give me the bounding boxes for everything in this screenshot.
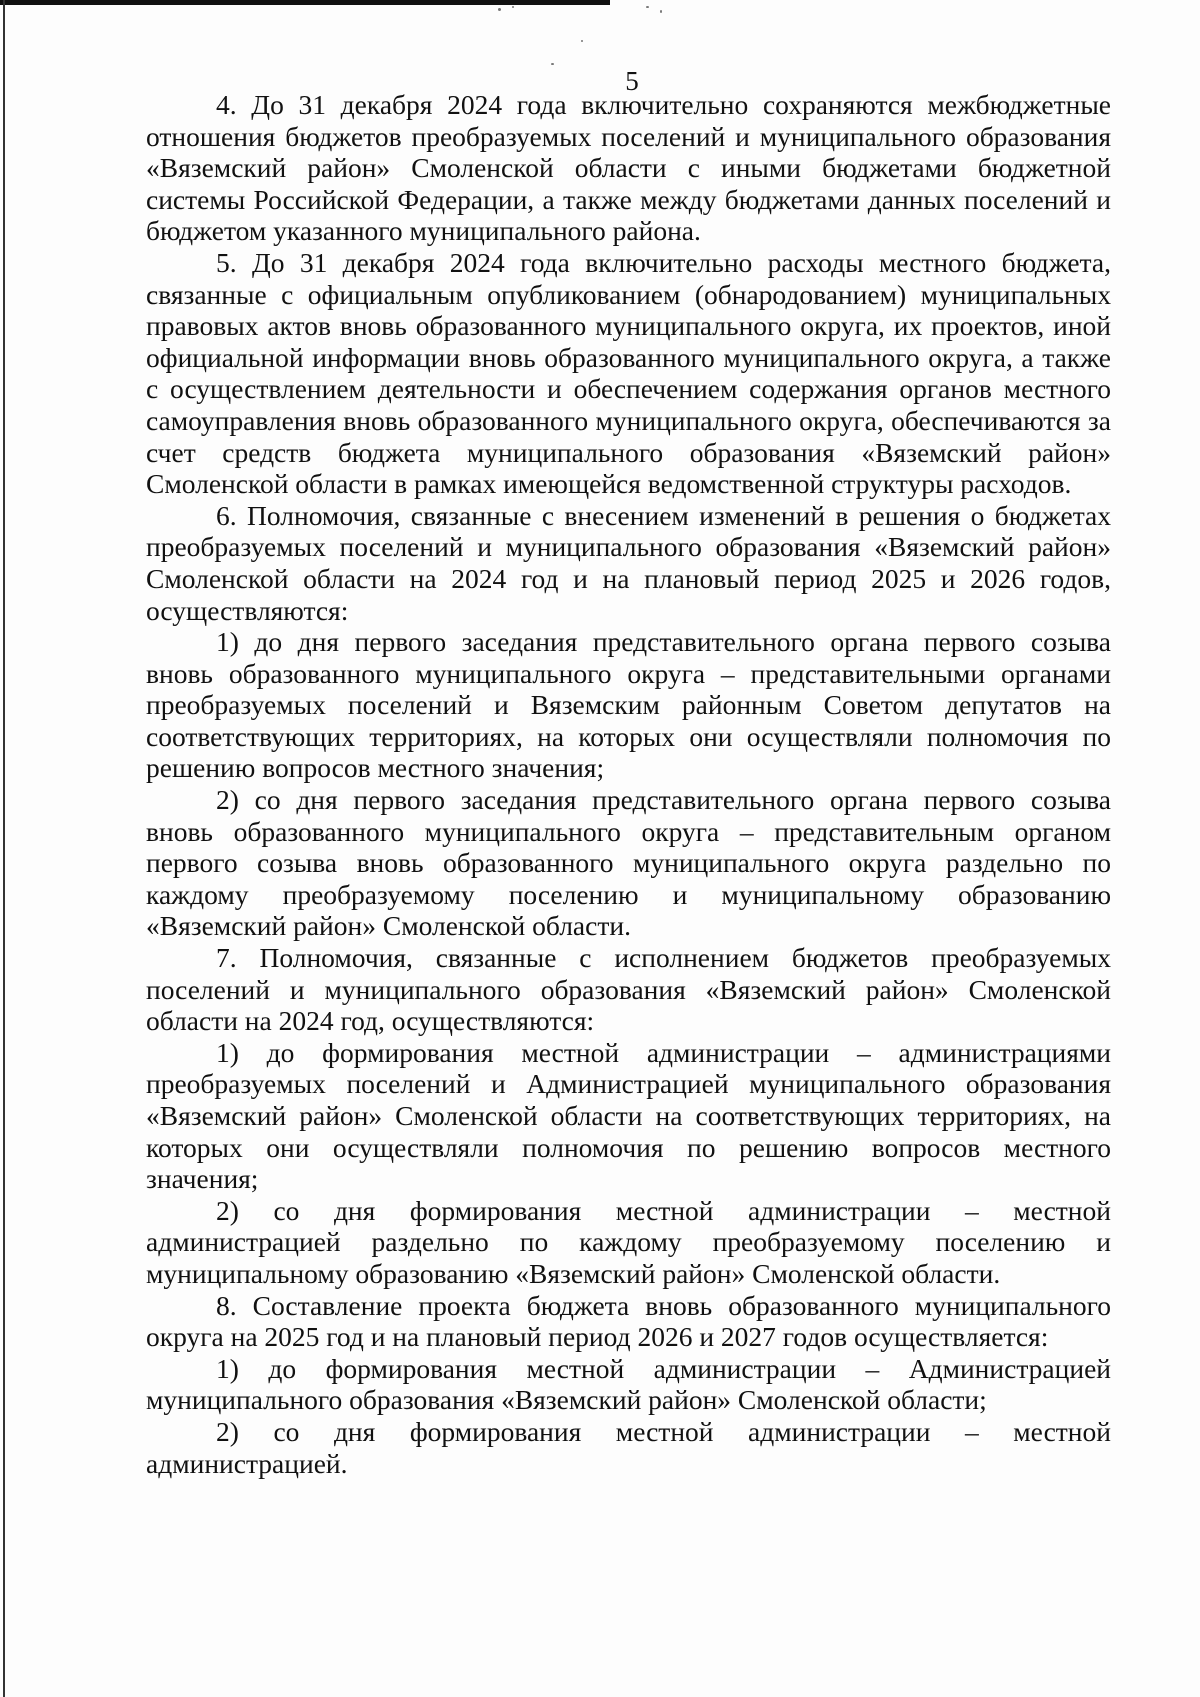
paragraph-7: 7. Полномочия, связанные с исполнением бюджетов преобразуемых поселений и муниципального образования «Вяземский район» Смоленской области на 2024 год, осуществляются: [146,942,1111,1037]
paragraph-6-item-2: 2) со дня первого заседания представительного органа первого созыва вновь образованного муниципального округа – представительным органом первого созыва вновь образованного муниципального округа раздельно по каждому преобразуемому поселению и муниципальному образованию «Вяземский район» Смоленской области. [146,784,1111,942]
paragraph-8: 8. Составление проекта бюджета вновь образованного муниципального округа на 2025 год и на плановый период 2026 и 2027 годов осуществляется: [146,1289,1111,1353]
paragraph-8-item-2: 2) со дня формирования местной администрации – местной администрацией. [146,1415,1111,1479]
scan-speck [581,40,583,42]
paragraph-4: 4. До 31 декабря 2024 года включительно сохраняются межбюджетные отношения бюджетов преобразуемых поселений и муниципального образования «Вяземский район» Смоленской области с иными бюджетами бюджетной системы Российской Федерации, а также между бюджетами данных поселений и бюджетом указанного муниципального района. [146,89,1111,247]
scan-left-edge [3,0,5,1697]
scan-speck [646,6,649,8]
scan-speck [498,8,501,11]
paragraph-8-item-1: 1) до формирования местной администрации – Администрацией муниципального образования «Вяземский район» Смоленской области; [146,1352,1111,1416]
paragraph-5: 5. До 31 декабря 2024 года включительно расходы местного бюджета, связанные с официальным опубликованием (обнародованием) муниципальных правовых актов вновь образованного муниципального округа, их проектов, иной официальной информации вновь образованного муниципального округа, а также с осуществлением деятельности и обеспечением содержания органов местного самоуправления вновь образованного муниципального округа, обеспечиваются за счет средств бюджета муниципального образования «Вяземский район» Смоленской области в рамках имеющейся ведомственной структуры расходов. [146,246,1111,500]
page-number: 5 [625,66,639,96]
document-body [146,89,1111,1479]
paragraph-7-item-2: 2) со дня формирования местной администрации – местной администрацией раздельно по каждому преобразуемому поселению и муниципальному образованию «Вяземский район» Смоленской области. [146,1194,1111,1289]
paragraph-6: 6. Полномочия, связанные с внесением изменений в решения о бюджетах преобразуемых поселений и муниципального образования «Вяземский район» Смоленской области на 2024 год и на плановый период 2025 и 2026 годов, осуществляются: [146,499,1111,626]
scan-speck [551,63,554,65]
paragraph-7-item-1: 1) до формирования местной администрации – администрациями преобразуемых поселений и Администрацией муниципального образования «Вяземский район» Смоленской области на соответствующих территориях, на которых они осуществляли полномочия по решению вопросов местного значения; [146,1036,1111,1195]
paragraph-6-item-1: 1) до дня первого заседания представительного органа первого созыва вновь образованного муниципального округа – представительными органами преобразуемых поселений и Вяземским районным Советом депутатов на соответствующих территориях, на которых они осуществляли полномочия по решению вопросов местного значения; [146,626,1111,784]
scan-top-border [0,0,610,5]
scan-speck [512,6,514,8]
scan-speck [660,10,662,13]
